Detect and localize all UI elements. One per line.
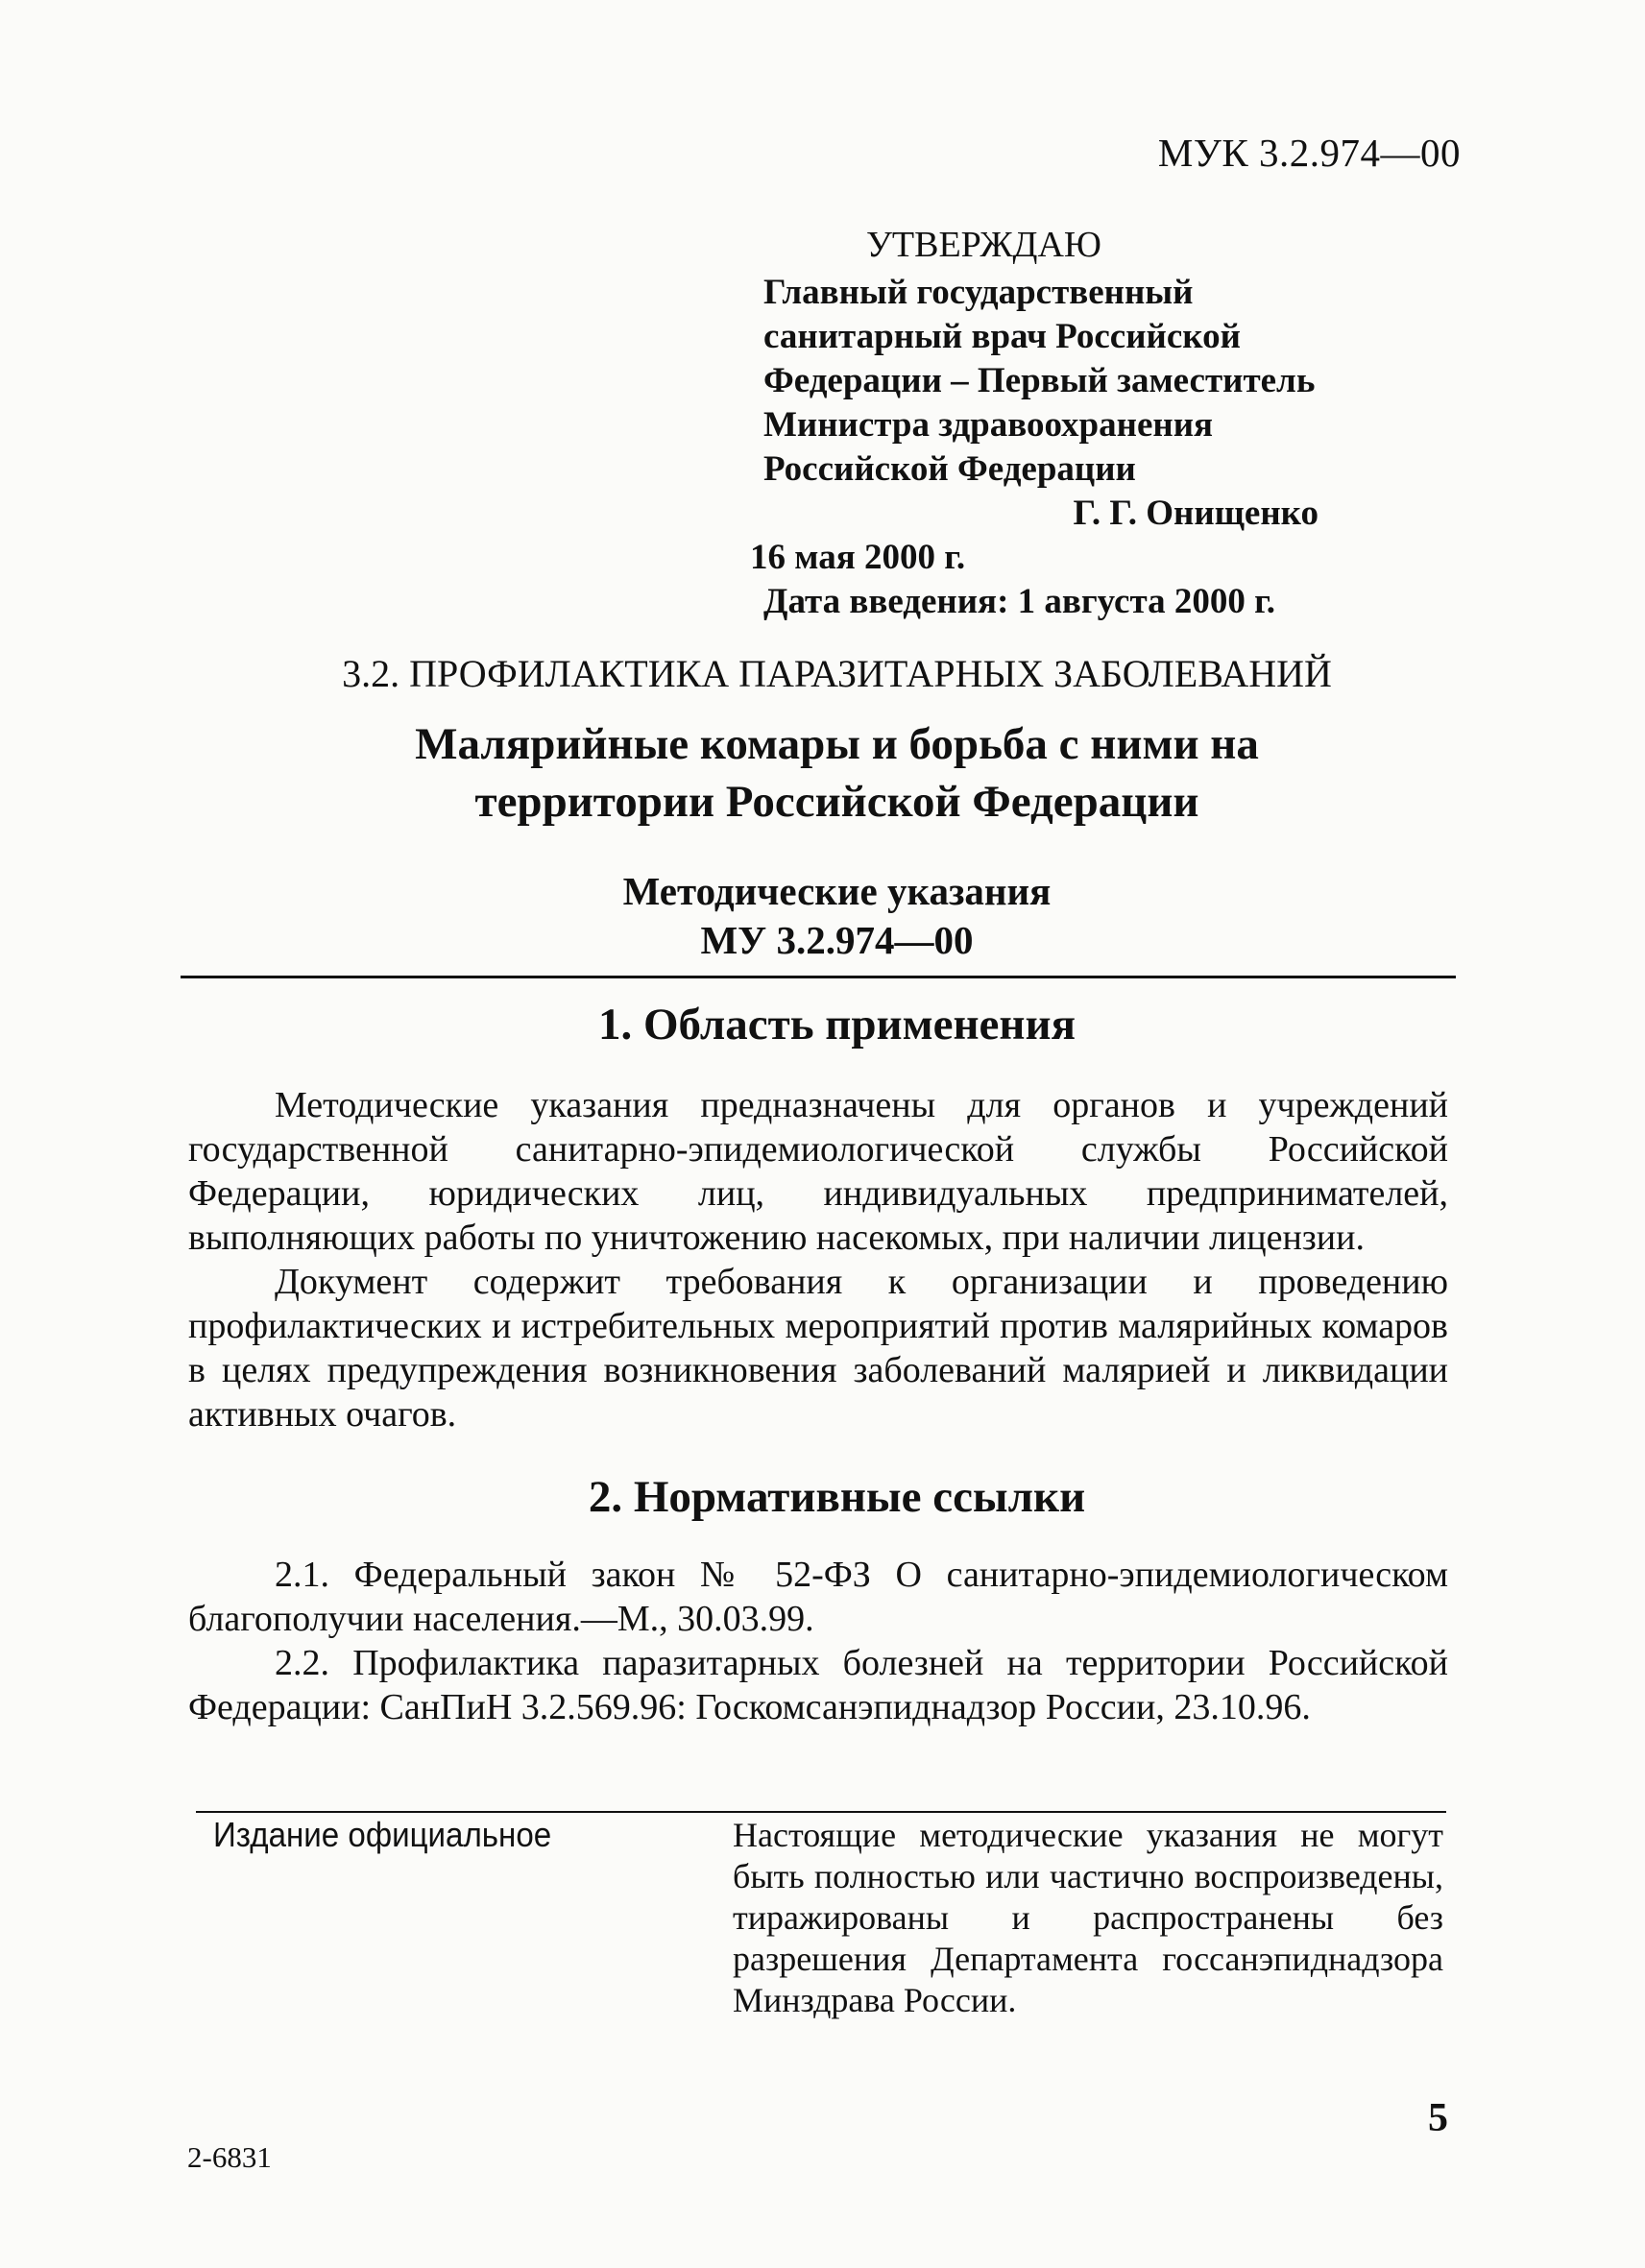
paragraph: 2.2. Профилактика паразитарных болезней на территории Российской Федерации: СанПиН 3.2.569.96: Госкомсанэпиднадзор России, 23.10.96. [188, 1643, 1448, 1727]
page-number: 5 [1428, 2096, 1448, 2140]
section-code: 3.2. ПРОФИЛАКТИКА ПАРАЗИТАРНЫХ ЗАБОЛЕВАНИЙ [342, 652, 1332, 695]
official-edition-label: Издание официальное [213, 1815, 552, 1854]
title-line: Малярийные комары и борьба с ними на [415, 719, 1259, 769]
section2-heading: 2. Нормативные ссылки [588, 1472, 1086, 1522]
title-line: территории Российской Федерации [474, 777, 1199, 827]
approval-line: санитарный врач Российской [763, 317, 1241, 356]
approval-heading: УТВЕРЖДАЮ [866, 225, 1101, 265]
document-code: МУК 3.2.974—00 [1157, 131, 1461, 175]
approval-block [750, 223, 1359, 624]
document-title [0, 715, 1645, 831]
document-subtitle [0, 867, 1645, 965]
approval-line: Министра здравоохранения [763, 405, 1214, 445]
print-code: 2-6831 [187, 2140, 272, 2174]
divider [196, 1811, 1446, 1813]
subtitle-line: МУ 3.2.974—00 [700, 918, 974, 962]
paragraph: 2.1. Федеральный закон № 52-ФЗ О санитарно-эпидемиологическом благополучии населения.—М., 30.03.99. [188, 1555, 1448, 1639]
paragraph: Методические указания предназначены для органов и учреждений государственной санитарно-эпидемиологической службы Российской Федерации, юридических лиц, индивидуальных предпринимателей, выполняющих работы по уничтожению насекомых, при наличии лицензии. [188, 1085, 1448, 1258]
effective-date: Дата введения: 1 августа 2000 г. [763, 582, 1275, 621]
copyright-notice: Настоящие методические указания не могут быть полностью или частично воспроизведены, тиражированы и распространены без разрешения Департамента госсанэпиднадзора Минздрава России. [733, 1816, 1443, 2019]
section2-body [188, 1553, 1448, 1729]
subtitle-line: Методические указания [622, 869, 1052, 913]
section1-body [188, 1083, 1448, 1436]
paragraph: Документ содержит требования к организации и проведению профилактических и истребительных мероприятий против малярийных комаров в целях предупреждения возникновения заболеваний малярией и ликвидации активных очагов. [188, 1262, 1448, 1435]
divider [181, 976, 1456, 978]
approval-line: Российской Федерации [763, 449, 1136, 489]
approval-date: 16 мая 2000 г. [750, 538, 966, 577]
approval-line: Федерации – Первый заместитель [763, 361, 1316, 400]
approval-line: Главный государственный [763, 273, 1194, 312]
section1-heading: 1. Область применения [597, 1000, 1076, 1050]
signatory-name: Г. Г. Онищенко [1073, 494, 1318, 533]
